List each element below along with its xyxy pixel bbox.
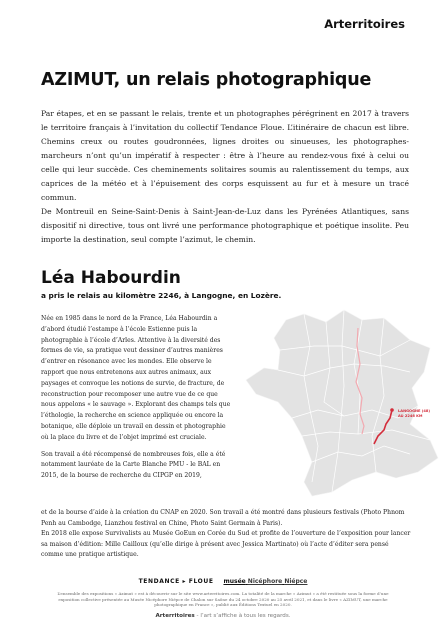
bio-paragraph: et de la bourse d’aide à la création du CNAP en 2020. Son travail a été montré dans plusieurs festivals (Photo Phnom Penh au Cambodge, Lianzhou festival en Chine, Photo Saint Germain à Paris). bbox=[41, 509, 405, 527]
bio-continuation bbox=[41, 508, 411, 561]
footer-tag-text: - l’art s’affiche à tous les regards. bbox=[194, 613, 291, 619]
tendance-floue-logo: TENDANCE ▸ FLOUE bbox=[138, 578, 214, 585]
footer-brand: Arterritoires bbox=[155, 613, 195, 619]
bio-paragraph: Née en 1985 dans le nord de la France, Léa Habourdin a d’abord étudié l’estampe à l’école Estienne puis la photographie à l’école d’Arles. Attentive à la diversité des formes de vie, sa pratique veut dessiner d’autres manières d’entrer en résonance avec les mondes. Elle observe le rapport que nous entretenons aux autres animaux, aux paysages et convoque les notions de survie, de fracture, de reconstruction pour recomposer une autre vue de ce que nous appelons « le sauvage ». Explorant des champs tels que l’éthologie, la recherche en science appliquée ou encore la botanique, elle déploie un travail en dessin et photographie où la place du livre et de l’objet imprimé est cruciale. bbox=[41, 315, 231, 441]
partner-logos bbox=[0, 578, 446, 585]
nicephore-word: Nicéphore bbox=[247, 578, 283, 585]
bio-paragraph: Son travail a été récompensé de nombreuses fois, elle a été notamment lauréate de la Carte Blanche PMU - le BAL en 2015, de la bourse de recherche du CIPGP en 2019, bbox=[41, 450, 226, 480]
intro-paragraph: De Montreuil en Seine-Saint-Denis à Saint-Jean-de-Luz dans les Pyrénées Atlantiques, sans dispositif ni directive, tous ont livré une performance photographique et poétique insolite. Peu importe la destination, seul compte l’azimut, le chemin. bbox=[41, 207, 409, 244]
start-marker bbox=[390, 408, 394, 412]
map-label: AU 2246 KM bbox=[398, 414, 423, 418]
musee-logo bbox=[223, 578, 307, 585]
map-land bbox=[246, 310, 438, 496]
bio-column bbox=[41, 314, 233, 488]
bio-paragraph: En 2018 elle expose Survivalists au Musée GoEun en Corée du Sud et profite de l’ouverture de l’exposition pour lancer sa maison d’édition: Mille Cailloux (qu’elle dirige à présent avec Jessica Martinato) où l’acte d’éditer sera pensé comme une pratique artistique. bbox=[41, 530, 411, 559]
page-title: AZIMUT, un relais photographique bbox=[41, 70, 372, 90]
map-label: LANGOGNE (48) bbox=[398, 409, 431, 413]
brand-logo: Arterritoires bbox=[324, 17, 405, 31]
musee-word: musée bbox=[223, 578, 246, 585]
intro-text bbox=[41, 107, 409, 247]
footer-note: L’ensemble des expositions « Azimut » est à découvrir sur le site www.arterritoires.com. La totalité de la marche « Azimut » a été restituée sous la forme d’une exposition collective présentée au Musée Nicéphore Niépce de Chalon sur Saône du 24 octobre 2020 au 25 avril 2021, et dans le livre « AZIMUT, une marche photographique en France », publié aux Éditions Textuel en 2020. bbox=[57, 591, 389, 608]
artist-name: Léa Habourdin bbox=[41, 268, 181, 288]
artist-subtitle: a pris le relais au kilomètre 2246, à Langogne, en Lozère. bbox=[41, 291, 282, 300]
niepce-word: Niépce bbox=[284, 578, 308, 585]
france-route-map bbox=[234, 306, 446, 502]
intro-paragraph: Par étapes, et en se passant le relais, trente et un photographes pérégrinent en 2017 à travers le territoire français à l’invitation du collectif Tendance Floue. L’itinéraire de chacun est libre. Chemins creux ou routes goudronnées, lignes droites ou sinueuses, les photographes-marcheurs n’ont qu’un impératif à respecter : être à l’heure au rendez-vous fixé à celui ou celle qui leur succède. Ces cheminements solitaires soumis au ralentissement du temps, aux caprices de la météo et à l’épuisement des corps esquissent au fur et à mesure un tracé commun. bbox=[41, 109, 409, 202]
footer-tagline bbox=[0, 613, 446, 619]
